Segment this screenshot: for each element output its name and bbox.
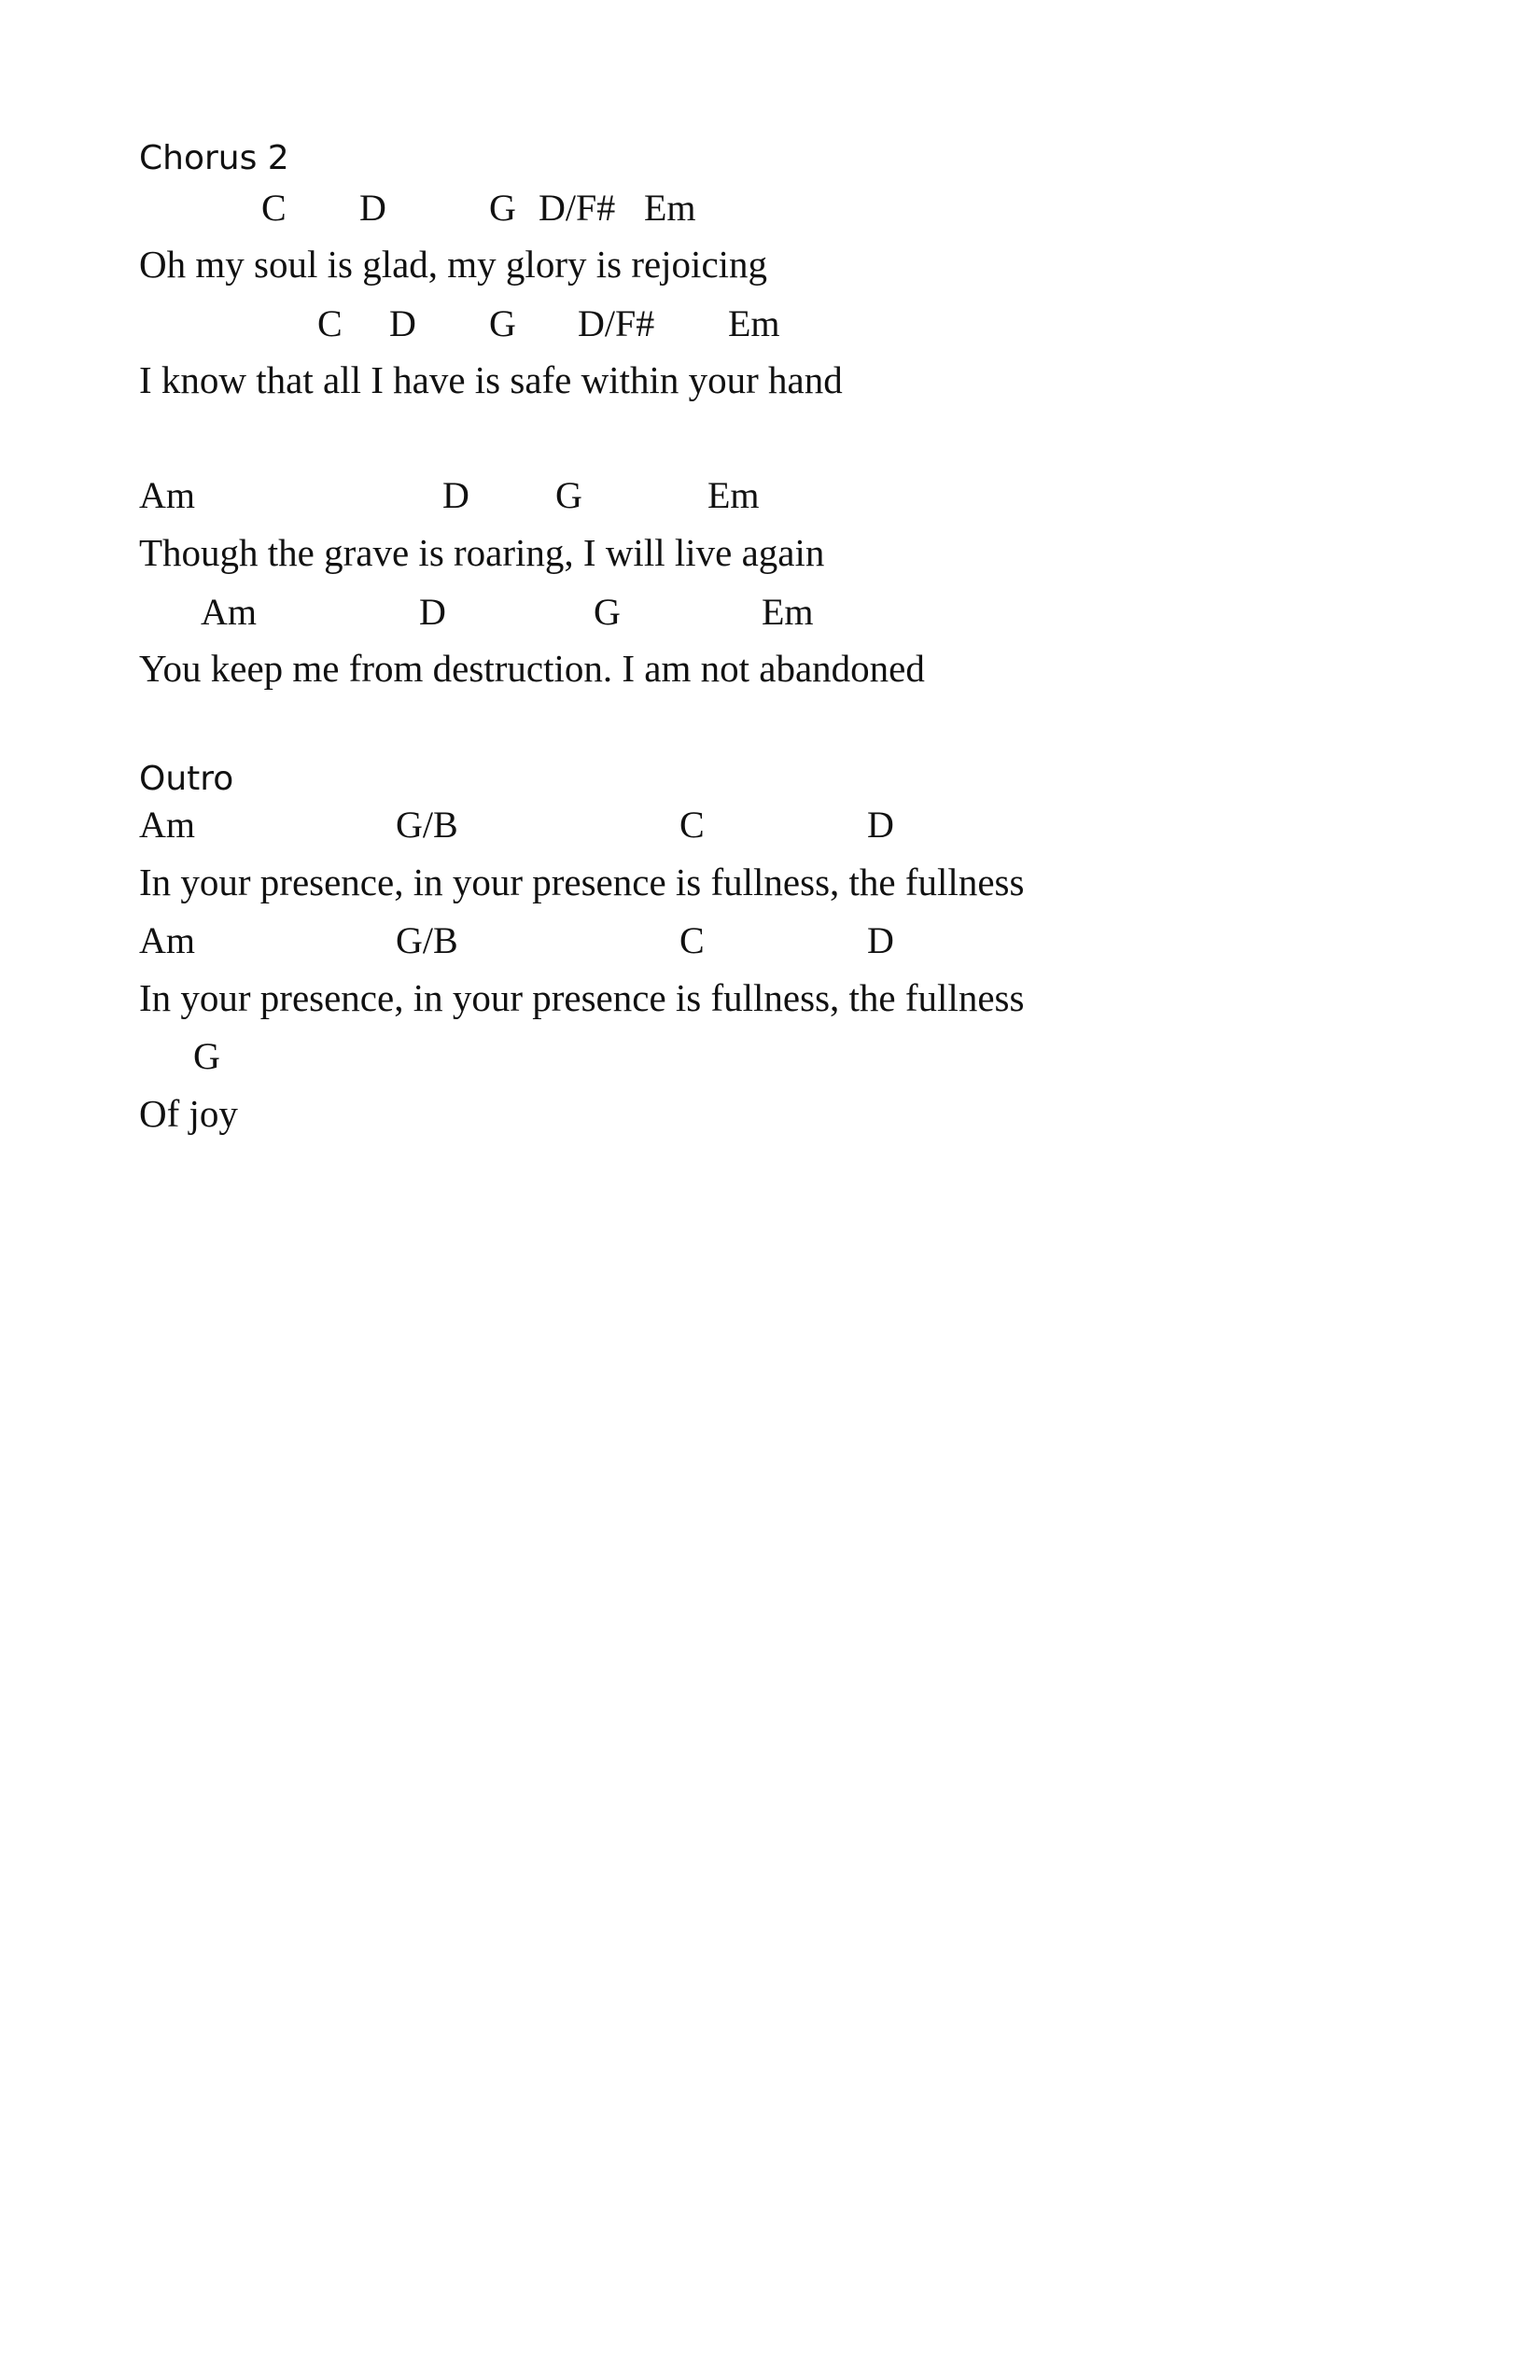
chord: C bbox=[679, 919, 705, 961]
chord: D bbox=[867, 804, 894, 846]
chord: G/B bbox=[396, 919, 458, 961]
section-heading-chorus-2: Chorus 2 bbox=[139, 139, 289, 177]
lyric-line: In your presence, in your presence is fullness, the fullness bbox=[139, 976, 1025, 1019]
chord: D bbox=[419, 591, 446, 633]
chord: Am bbox=[201, 591, 257, 633]
chord: D/F# bbox=[578, 302, 655, 344]
lyric-line: You keep me from destruction. I am not abandoned bbox=[139, 647, 925, 690]
lyric-line: Though the grave is roaring, I will live again bbox=[139, 531, 825, 574]
chord: G bbox=[555, 474, 582, 516]
chord: Em bbox=[644, 187, 696, 229]
chord: C bbox=[679, 804, 705, 846]
chord: C bbox=[261, 187, 287, 229]
chord: Am bbox=[139, 804, 195, 846]
chord: Em bbox=[762, 591, 814, 633]
chord: Em bbox=[707, 474, 760, 516]
chord: G bbox=[489, 302, 516, 344]
chord: Am bbox=[139, 474, 195, 516]
chord: G bbox=[594, 591, 621, 633]
lyric-line: I know that all I have is safe within your hand bbox=[139, 358, 843, 401]
chord: D bbox=[389, 302, 416, 344]
chord: G bbox=[193, 1035, 220, 1077]
chord: Em bbox=[728, 302, 780, 344]
lyric-line: In your presence, in your presence is fullness, the fullness bbox=[139, 861, 1025, 903]
chord: D bbox=[442, 474, 469, 516]
lyric-line: Oh my soul is glad, my glory is rejoicing bbox=[139, 243, 768, 286]
chord: D/F# bbox=[539, 187, 616, 229]
section-heading-outro: Outro bbox=[139, 760, 234, 798]
chord: G bbox=[489, 187, 516, 229]
chord: C bbox=[317, 302, 343, 344]
chord: D bbox=[867, 919, 894, 961]
lyric-line: Of joy bbox=[139, 1092, 238, 1135]
chord: Am bbox=[139, 919, 195, 961]
chord: G/B bbox=[396, 804, 458, 846]
chord: D bbox=[359, 187, 386, 229]
